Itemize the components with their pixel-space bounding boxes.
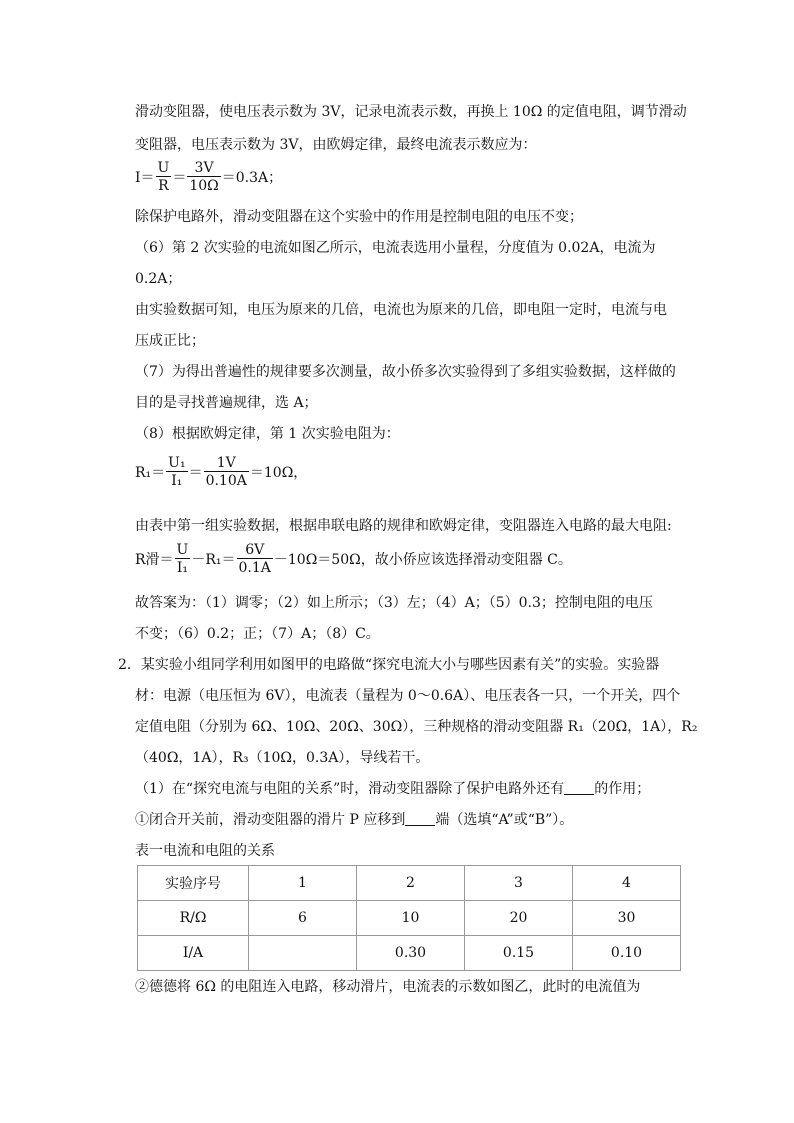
text-line: 除保护电路外，滑动变阻器在这个实验中的作用是控制电阻的电压不变； <box>135 209 583 225</box>
question-2-line: （40Ω，1A），R₃（10Ω，0.3A），导线若干。 <box>135 750 430 766</box>
table-caption: 表一电流和电阻的关系 <box>135 843 275 859</box>
answer-line: 不变；（6）0.2；正；（7）A；（8）C。 <box>135 626 380 642</box>
table-cell: 10 <box>357 901 465 936</box>
question-2-part-1: （1）在“探究电流与电阻的关系”时，滑动变阻器除了保护电路外还有 的作用； <box>135 781 651 797</box>
question-2-line: ②德德将 6Ω 的电阻连入电路，移动滑片，电流表的示数如图乙，此时的电流值为 <box>135 979 641 995</box>
table-cell: R/Ω <box>138 901 249 936</box>
table-cell: 6 <box>249 901 357 936</box>
table-cell: I/A <box>138 936 249 971</box>
text-line: 目的是寻找普遍规律，选 A； <box>135 395 318 411</box>
table-cell: 2 <box>357 866 465 901</box>
table-cell: 4 <box>573 866 681 901</box>
text-line: 由表中第一组实验数据，根据串联电路的规律和欧姆定律，变阻器连入电路的最大电阻: <box>135 518 672 534</box>
text-line: 滑动变阻器，使电压表示数为 3V，记录电流表示数，再换上 10Ω 的定值电阻，调节滑动 <box>135 104 687 120</box>
table-cell: 3 <box>465 866 573 901</box>
answer-line: 故答案为：（1）调零；（2）如上所示；（3）左；（4）A；（5）0.3；控制电阻的电压 <box>135 595 653 611</box>
question-2-part-1-sub: ①闭合开关前，滑动变阻器的滑片 P 应移到 端（选填“A”或“B”）。 <box>135 812 574 828</box>
answer-blank <box>564 780 594 795</box>
table-row <box>138 936 681 971</box>
formula-resistance: R₁＝ $\frac{\text{U₁}}{\text{I₁}}$ ＝ $\frac{1V}{0.10A}$ ＝10Ω， <box>135 455 308 489</box>
question-2-line: 定值电阻（分别为 6Ω、10Ω、20Ω、30Ω），三种规格的滑动变阻器 R₁（20Ω，1A），R₂ <box>135 719 698 735</box>
text-line: （7）为得出普遍性的规律要多次测量，故小侨多次实验得到了多组实验数据，这样做的 <box>135 364 676 380</box>
table-cell: 实验序号 <box>138 866 249 901</box>
text-line: （6）第 2 次实验的电流如图乙所示，电流表选用小量程，分度值为 0.02A，电流为 <box>135 240 656 256</box>
formula-rheostat: R滑＝ $\frac{U}{\text{I₁}}$ －R₁＝ $\frac{6V}{0.1A}$ －10Ω＝50Ω，故小侨应该选择滑动变阻器 C。 <box>135 542 572 576</box>
question-2-line: 2．某实验小组同学利用如图甲的电路做“探究电流大小与哪些因素有关”的实验。实验器 <box>118 657 660 673</box>
current-resistance-table <box>137 865 681 971</box>
text-line: 由实验数据可知，电压为原来的几倍，电流也为原来的几倍，即电阻一定时，电流与电 <box>135 302 667 318</box>
table-cell: 0.30 <box>357 936 465 971</box>
table-cell: 1 <box>249 866 357 901</box>
question-2-line: 材：电源（电压恒为 6V），电流表（量程为 0～0.6A）、电压表各一只，一个开关，四个 <box>135 688 681 704</box>
answer-blank <box>405 811 435 826</box>
table-row <box>138 901 681 936</box>
table-cell <box>249 936 357 971</box>
text-line: （8）根据欧姆定律，第 1 次实验电阻为： <box>135 426 400 442</box>
table-cell: 0.10 <box>573 936 681 971</box>
table-cell: 20 <box>465 901 573 936</box>
table-cell: 30 <box>573 901 681 936</box>
text-line: 变阻器，电压表示数为 3V，由欧姆定律，最终电流表示数应为： <box>135 137 537 153</box>
text-line: 压成正比； <box>135 333 205 349</box>
table-row <box>138 866 681 901</box>
table-cell: 0.15 <box>465 936 573 971</box>
formula-current: I＝ $\frac{U}{R}$ ＝ $\frac{3V}{10\Omega}$ ＝0.3A； <box>135 160 283 194</box>
text-line: 0.2A； <box>135 271 182 287</box>
